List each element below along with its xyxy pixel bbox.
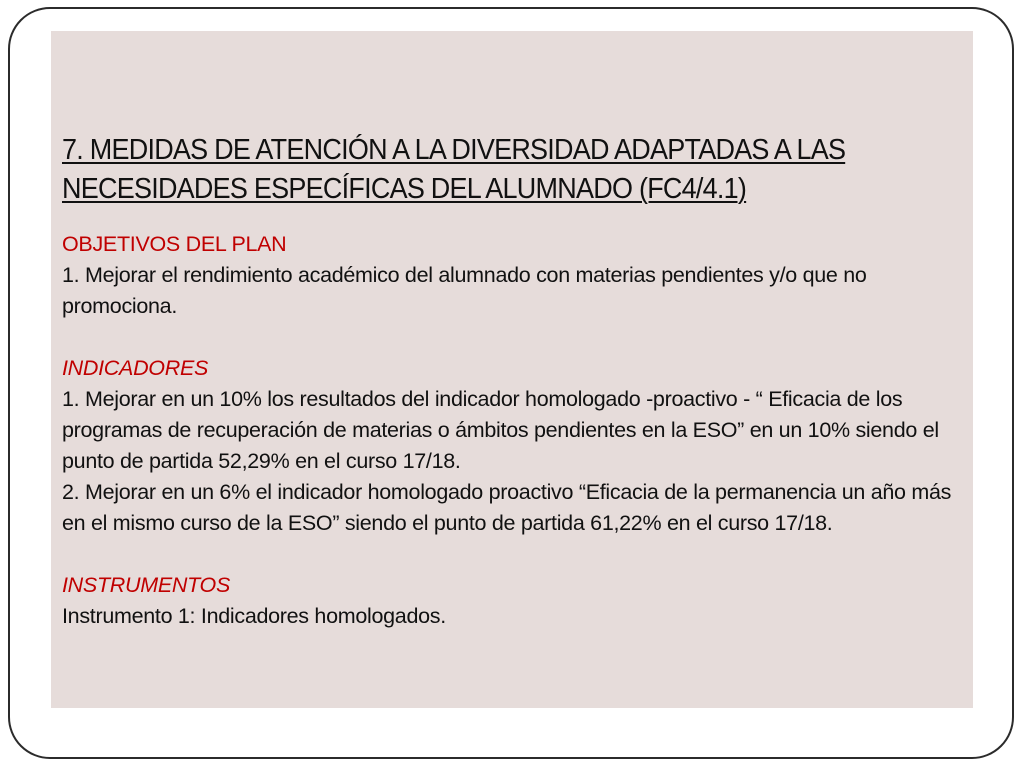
indicador-item-1: 1. Mejorar en un 10% los resultados del indicador homologado -proactivo - “ Eficacia de los programas de recuperación de materias o ámbitos pendientes en la ESO” en un 10% siendo el punto de partida 52,29% en el curso 17/18. [62, 387, 939, 473]
spacer [62, 539, 959, 570]
indicador-item-2: 2. Mejorar en un 6% el indicador homologado proactivo “Eficacia de la permanencia un año más en el mismo curso de la ESO” siendo el punto de partida 61,22% en el curso 17/18. [62, 480, 952, 535]
slide-title: 7. MEDIDAS DE ATENCIÓN A LA DIVERSIDAD ADAPTADAS A LAS NECESIDADES ESPECÍFICAS DEL ALUMNADO (FC4/4.1) [62, 134, 846, 205]
instrumento-item-1: Instrumento 1: Indicadores homologados. [62, 604, 446, 628]
objetivo-item-1: 1. Mejorar el rendimiento académico del alumnado con materias pendientes y/o que no promociona. [62, 263, 867, 318]
indicadores-heading: INDICADORES [62, 356, 209, 380]
instrumentos-heading: INSTRUMENTOS [62, 573, 231, 597]
content-panel [51, 31, 973, 708]
slide-body [62, 229, 959, 632]
objetivos-heading: OBJETIVOS DEL PLAN [62, 232, 287, 256]
spacer [62, 322, 959, 353]
